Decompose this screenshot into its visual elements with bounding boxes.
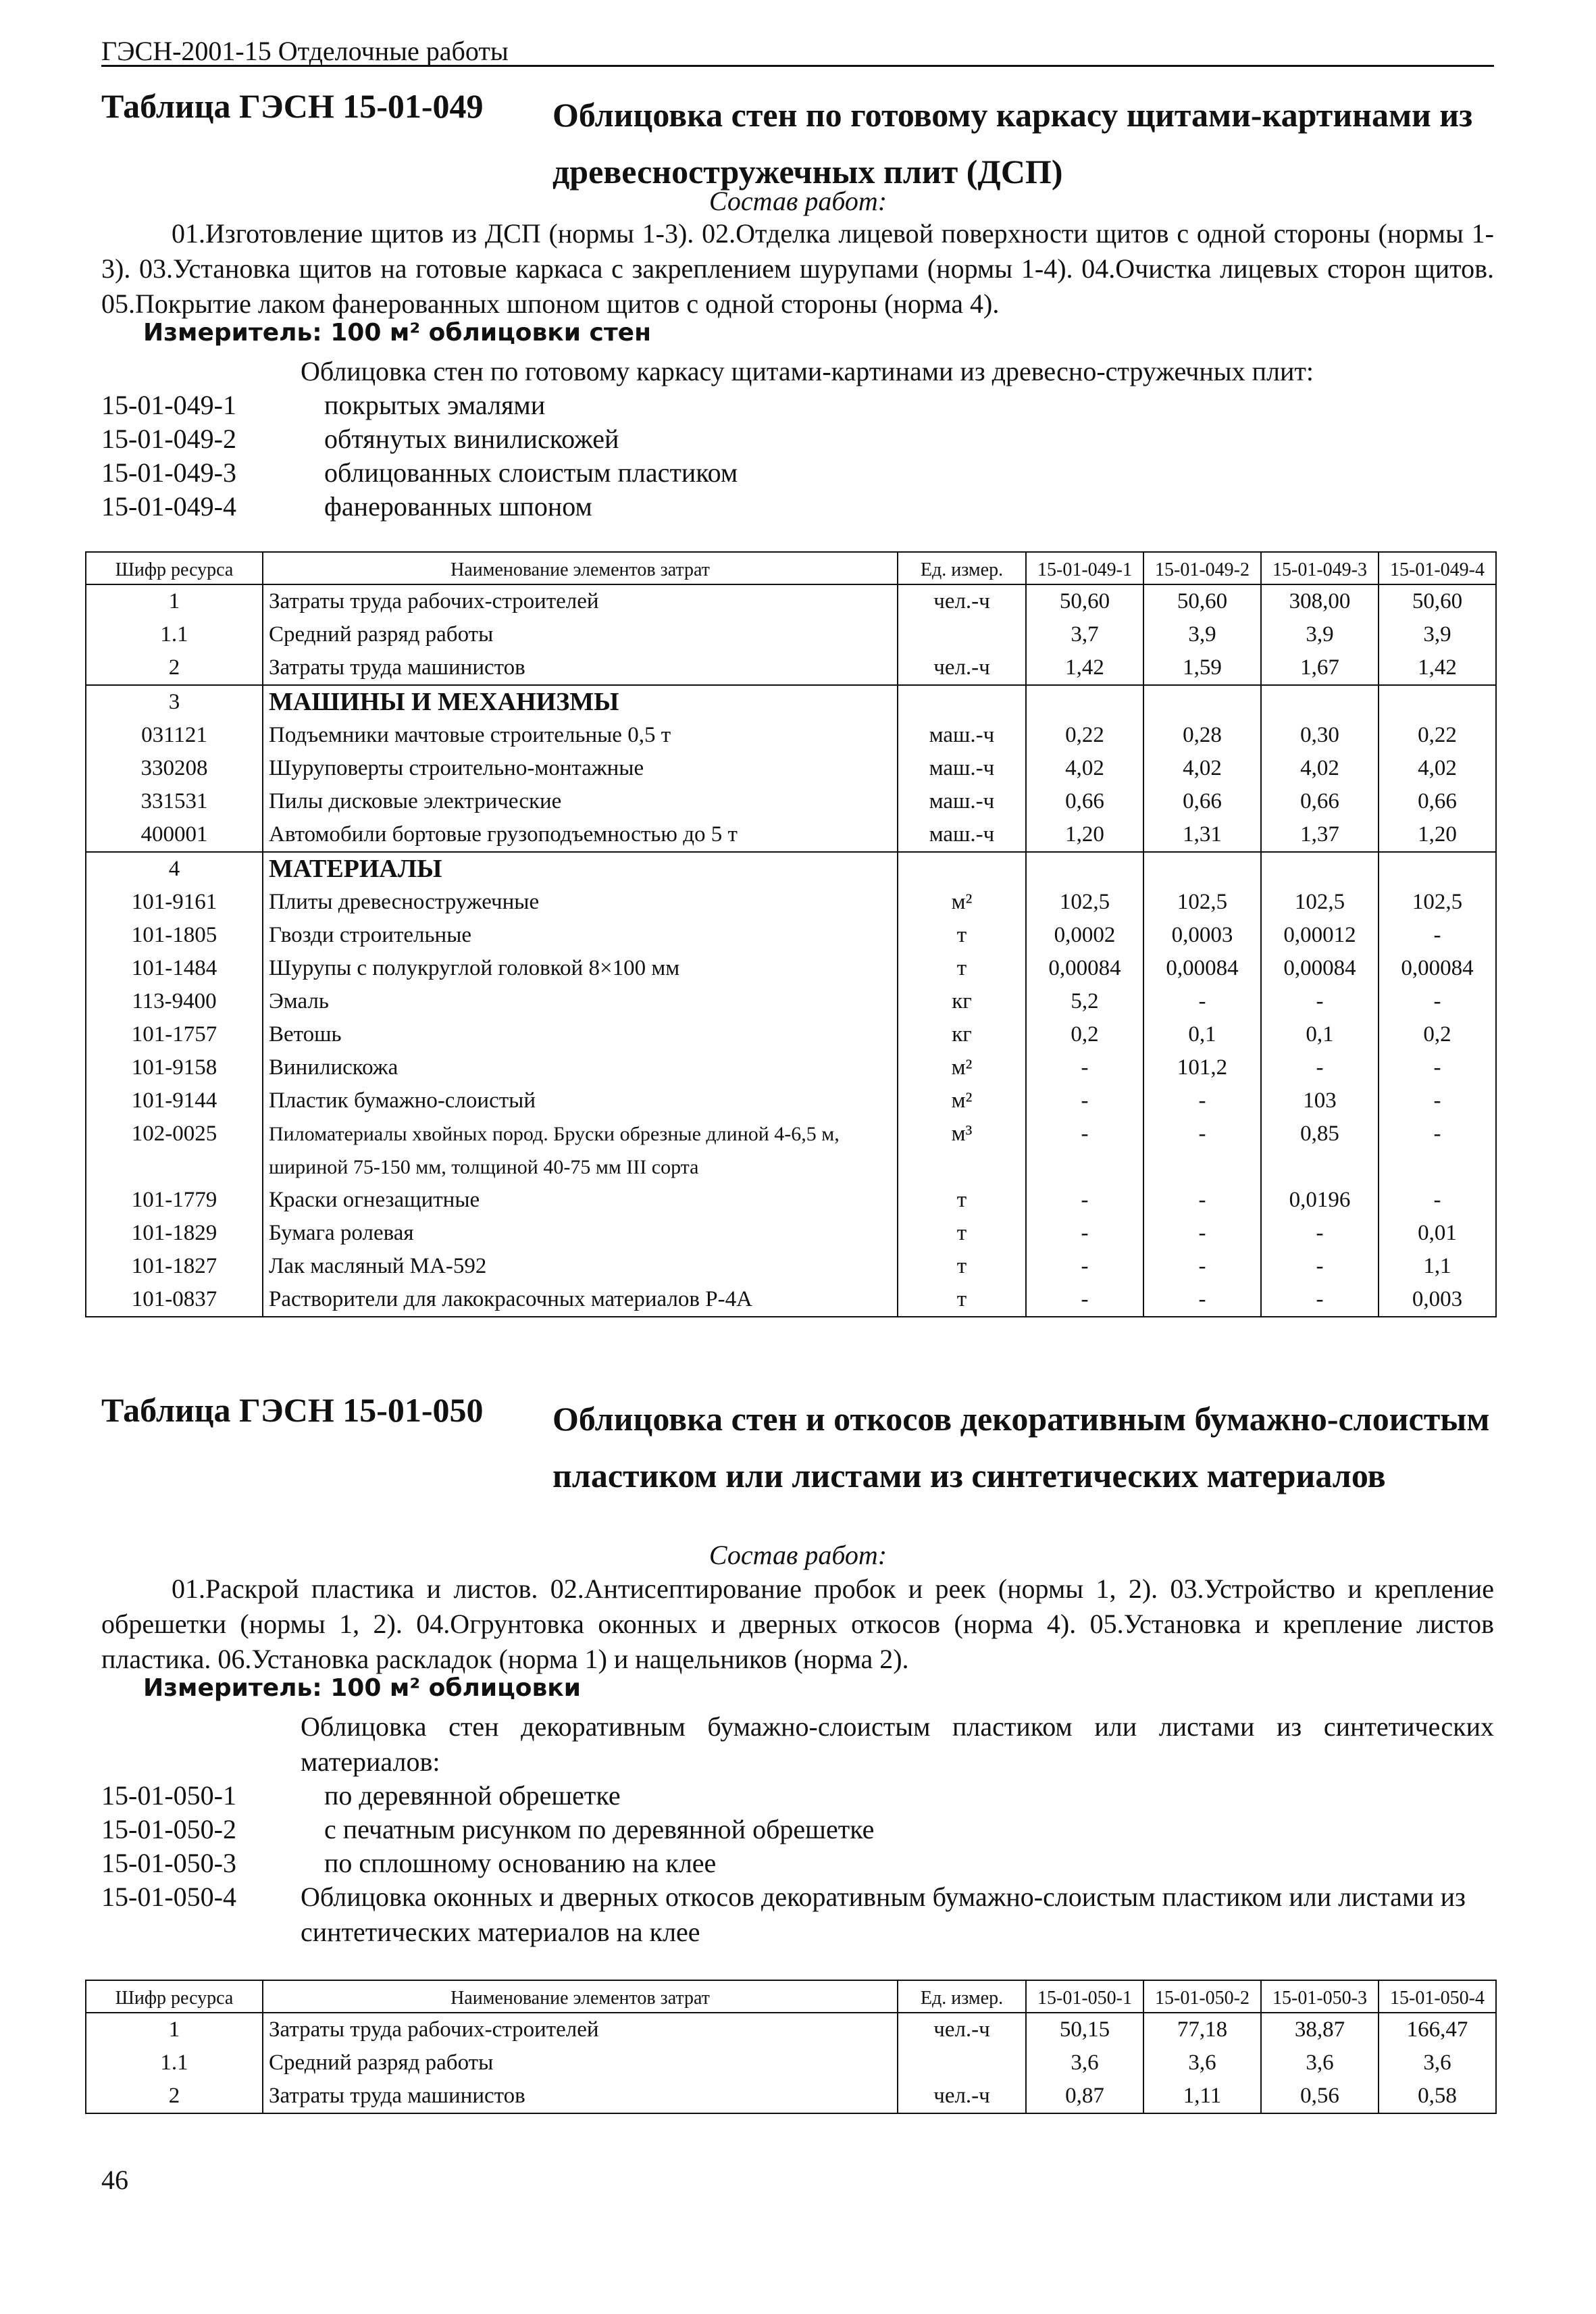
table-row [86,618,1496,651]
norm-value-cell [1379,852,1496,886]
norm-value-cell [1143,852,1261,886]
table-row [86,1051,1496,1084]
norm-value-cell: - [1379,919,1496,952]
resource-code-cell: 102-0025 [86,1117,263,1184]
norm-value-cell: 102,5 [1143,886,1261,919]
resource-code-cell: 331531 [86,785,263,818]
norm-value-cell: 0,01 [1379,1217,1496,1250]
table2-measure: Измеритель: 100 м² облицовки [143,1674,581,1702]
unit-cell: чел.-ч [898,2013,1026,2046]
resource-name-cell: Эмаль [263,985,898,1018]
resource-code-cell: 101-1779 [86,1184,263,1217]
table1-number: Таблица ГЭСН 15-01-049 [101,87,484,125]
table-row [86,2080,1496,2113]
unit-cell: маш.-ч [898,818,1026,852]
unit-cell: т [898,1283,1026,1317]
unit-cell: кг [898,1018,1026,1051]
norm-value-cell: 0,1 [1261,1018,1379,1051]
variant-name: с печатным рисунком по деревянной обрешетке [324,1814,875,1844]
norm-value-cell: 166,47 [1379,2013,1496,2046]
column-header-code: Шифр ресурса [86,1980,263,2013]
norm-value-cell: 3,9 [1143,618,1261,651]
norm-value-cell: 1,67 [1261,651,1379,685]
norm-value-cell: 3,7 [1026,618,1143,651]
table1-composition-label: Состав работ: [709,186,887,216]
norm-value-cell: 77,18 [1143,2013,1261,2046]
column-header-norm: 15-01-049-3 [1261,552,1379,584]
running-head: ГЭСН-2001-15 Отделочные работы [101,36,509,66]
norm-value-cell [1026,685,1143,719]
norm-value-cell: - [1379,1051,1496,1084]
table-row [86,952,1496,985]
table-row [86,1084,1496,1117]
unit-cell: маш.-ч [898,719,1026,752]
resource-name-cell: Подъемники мачтовые строительные 0,5 т [263,719,898,752]
norm-value-cell [1026,852,1143,886]
norm-value-cell: 4,02 [1143,752,1261,785]
table1-cost-table [85,551,1497,1317]
header-rule [101,65,1494,67]
resource-code-cell: 113-9400 [86,985,263,1018]
norm-value-cell: 1,20 [1026,818,1143,852]
variant-code: 15-01-049-2 [101,424,236,454]
norm-value-cell: 1,37 [1261,818,1379,852]
column-header-name: Наименование элементов затрат [263,552,898,584]
table2-body [86,2013,1496,2113]
table1-body [86,584,1496,1317]
norm-value-cell: - [1143,1283,1261,1317]
resource-code-cell: 1.1 [86,2046,263,2080]
norm-value-cell: - [1143,1217,1261,1250]
resource-code-cell: 400001 [86,818,263,852]
norm-value-cell: 3,6 [1261,2046,1379,2080]
resource-name-cell: Шуруповерты строительно-монтажные [263,752,898,785]
table-row [86,919,1496,952]
norm-value-cell: - [1026,1184,1143,1217]
table-row [86,985,1496,1018]
resource-code-cell: 1 [86,584,263,618]
resource-code-cell: 1.1 [86,618,263,651]
norm-value-cell: 38,87 [1261,2013,1379,2046]
table-row [86,1184,1496,1217]
variant-code: 15-01-050-2 [101,1814,236,1844]
unit-cell: м³ [898,1117,1026,1184]
norm-value-cell: 4,02 [1261,752,1379,785]
norm-value-cell: 0,56 [1261,2080,1379,2113]
variant-name: облицованных слоистым пластиком [324,457,738,488]
resource-code-cell: 2 [86,651,263,685]
resource-code-cell: 330208 [86,752,263,785]
table-row [86,1018,1496,1051]
norm-value-cell [1143,685,1261,719]
resource-code-cell: 031121 [86,719,263,752]
norm-value-cell: 0,00084 [1143,952,1261,985]
variant-code: 15-01-049-1 [101,390,236,420]
norm-value-cell: - [1026,1217,1143,1250]
norm-value-cell: - [1026,1051,1143,1084]
column-header-norm: 15-01-050-3 [1261,1980,1379,2013]
norm-value-cell: 0,0002 [1026,919,1143,952]
resource-code-cell: 101-1757 [86,1018,263,1051]
norm-value-cell: - [1143,985,1261,1018]
table1-works-text: 01.Изготовление щитов из ДСП (нормы 1-3). 02.Отделка лицевой поверхности щитов с одной стороны (нормы 1-3). 03.Установка щитов на готовые каркаса с закреплением шурупами (нормы 1-4). 04.Очистка лицевых сторон щитов. 05.Покрытие лаком фанерованных шпоном щитов с одной стороны (норма 4). [101,218,1494,319]
resource-code-cell: 1 [86,2013,263,2046]
norm-value-cell: 3,6 [1379,2046,1496,2080]
table-row [86,1283,1496,1317]
table-row [86,584,1496,618]
resource-code-cell: 101-1805 [86,919,263,952]
norm-value-cell: 308,00 [1261,584,1379,618]
column-header-norm: 15-01-049-4 [1379,552,1496,584]
table-row [86,2013,1496,2046]
resource-name-cell: Затраты труда рабочих-строителей [263,584,898,618]
variant-name: по деревянной обрешетке [324,1780,621,1811]
norm-value-cell: - [1261,1250,1379,1283]
resource-name-cell: Затраты труда машинистов [263,2080,898,2113]
norm-value-cell [1261,852,1379,886]
norm-value-cell: 0,0003 [1143,919,1261,952]
norm-value-cell: - [1379,1117,1496,1184]
table-row [86,785,1496,818]
norm-value-cell: 4,02 [1379,752,1496,785]
norm-value-cell: 0,2 [1026,1018,1143,1051]
norm-value-cell: 1,42 [1379,651,1496,685]
norm-value-cell: 0,28 [1143,719,1261,752]
table-row [86,685,1496,719]
table-row [86,2046,1496,2080]
norm-value-cell: - [1261,1217,1379,1250]
norm-value-cell: 103 [1261,1084,1379,1117]
resource-code-cell: 101-1827 [86,1250,263,1283]
norm-value-cell: - [1026,1250,1143,1283]
table-row [86,886,1496,919]
resource-name-cell: Средний разряд работы [263,2046,898,2080]
resource-code-cell: 101-0837 [86,1283,263,1317]
variant-name: по сплошному основанию на клее [324,1848,717,1878]
norm-value-cell: 4,02 [1026,752,1143,785]
resource-code-cell: 101-1829 [86,1217,263,1250]
unit-cell: т [898,952,1026,985]
column-header-unit: Ед. измер. [898,1980,1026,2013]
unit-cell: чел.-ч [898,2080,1026,2113]
norm-value-cell: 101,2 [1143,1051,1261,1084]
table-row [86,651,1496,685]
table-row [86,1250,1496,1283]
norm-value-cell: - [1026,1283,1143,1317]
norm-value-cell: 3,6 [1026,2046,1143,2080]
norm-value-cell [1379,685,1496,719]
norm-value-cell: - [1379,1084,1496,1117]
unit-cell: чел.-ч [898,651,1026,685]
norm-value-cell: 50,60 [1379,584,1496,618]
norm-value-cell: 0,1 [1143,1018,1261,1051]
table2-works-text: 01.Раскрой пластика и листов. 02.Антисептирование пробок и реек (нормы 1, 2). 03.Устройство и крепление обрешетки (нормы 1, 2). 04.Огрунтовка оконных и дверных откосов (норма 4). 05.Установка и крепление листов пластика. 06.Установка раскладок (норма 1) и нащельников (норма 2). [101,1574,1494,1674]
norm-value-cell: - [1143,1184,1261,1217]
norm-value-cell: 3,9 [1379,618,1496,651]
unit-cell [898,618,1026,651]
norm-value-cell: 3,6 [1143,2046,1261,2080]
norm-value-cell [1261,685,1379,719]
norm-value-cell: - [1379,985,1496,1018]
norm-value-cell: - [1026,1117,1143,1184]
resource-name-cell: Затраты труда рабочих-строителей [263,2013,898,2046]
norm-value-cell: 1,11 [1143,2080,1261,2113]
norm-value-cell: 0,22 [1026,719,1143,752]
resource-code-cell: 4 [86,852,263,886]
resource-name-cell: Ветошь [263,1018,898,1051]
column-header-norm: 15-01-050-1 [1026,1980,1143,2013]
variant-code: 15-01-050-4 [101,1882,236,1912]
norm-value-cell: 0,2 [1379,1018,1496,1051]
table-header-row [86,1980,1496,2013]
unit-cell [898,685,1026,719]
table-row [86,719,1496,752]
table1-variants-intro: Облицовка стен по готовому каркасу щитами-картинами из древесно-стружечных плит: [301,356,1314,386]
column-header-norm: 15-01-049-1 [1026,552,1143,584]
norm-value-cell: - [1261,1283,1379,1317]
resource-name-cell: Бумага ролевая [263,1217,898,1250]
variant-name: Облицовка оконных и дверных откосов декоративным бумажно-слоистым пластиком или листами из синтетических материалов на клее [301,1882,1466,1947]
resource-code-cell: 101-1484 [86,952,263,985]
norm-value-cell: 0,0196 [1261,1184,1379,1217]
table1-measure: Измеритель: 100 м² облицовки стен [143,319,651,347]
norm-value-cell: 102,5 [1261,886,1379,919]
norm-value-cell: 0,22 [1379,719,1496,752]
section-heading-cell: МАШИНЫ И МЕХАНИЗМЫ [263,685,898,719]
norm-value-cell: 50,15 [1026,2013,1143,2046]
norm-value-cell: 1,59 [1143,651,1261,685]
column-header-norm: 15-01-050-4 [1379,1980,1496,2013]
resource-name-cell: Пиломатериалы хвойных пород. Бруски обрезные длиной 4-6,5 м, шириной 75-150 мм, толщиной 40-75 мм III сорта [263,1117,898,1184]
norm-value-cell: 0,85 [1261,1117,1379,1184]
norm-value-cell: - [1143,1250,1261,1283]
resource-code-cell: 101-9158 [86,1051,263,1084]
table-row [86,1117,1496,1184]
norm-value-cell: - [1261,1051,1379,1084]
column-header-name: Наименование элементов затрат [263,1980,898,2013]
table1-title: Облицовка стен по готовому каркасу щитами-картинами из древесностружечных плит (ДСП) [552,96,1473,191]
resource-name-cell: Гвозди строительные [263,919,898,952]
norm-value-cell: - [1261,985,1379,1018]
unit-cell: т [898,1250,1026,1283]
norm-value-cell: 0,00084 [1379,952,1496,985]
table2-title: Облицовка стен и откосов декоративным бумажно-слоистым пластиком или листами из синтетических материалов [552,1400,1490,1494]
table2-composition-label: Состав работ: [709,1540,887,1570]
unit-cell: т [898,1184,1026,1217]
resource-name-cell: Растворители для лакокрасочных материалов Р-4А [263,1283,898,1317]
variant-name: обтянутых винилискожей [324,424,619,454]
norm-value-cell: - [1143,1117,1261,1184]
norm-value-cell: 0,66 [1026,785,1143,818]
norm-value-cell: 0,00012 [1261,919,1379,952]
resource-code-cell: 101-9144 [86,1084,263,1117]
unit-cell: м² [898,886,1026,919]
table-header-row [86,552,1496,584]
norm-value-cell: - [1026,1084,1143,1117]
variant-code: 15-01-050-1 [101,1780,236,1811]
resource-name-cell: Затраты труда машинистов [263,651,898,685]
variant-code: 15-01-049-4 [101,491,236,522]
column-header-code: Шифр ресурса [86,552,263,584]
norm-value-cell: 1,20 [1379,818,1496,852]
section-heading-cell: МАТЕРИАЛЫ [263,852,898,886]
variant-name: покрытых эмалями [324,390,546,420]
resource-name-cell: Средний разряд работы [263,618,898,651]
unit-cell: маш.-ч [898,752,1026,785]
resource-name-cell: Винилискожа [263,1051,898,1084]
resource-code-cell: 3 [86,685,263,719]
resource-name-cell: Краски огнезащитные [263,1184,898,1217]
unit-cell: кг [898,985,1026,1018]
resource-code-cell: 101-9161 [86,886,263,919]
norm-value-cell: 0,66 [1143,785,1261,818]
norm-value-cell: 50,60 [1143,584,1261,618]
unit-cell: т [898,919,1026,952]
norm-value-cell: 102,5 [1026,886,1143,919]
resource-name-cell: Пилы дисковые электрические [263,785,898,818]
unit-cell [898,2046,1026,2080]
norm-value-cell: 102,5 [1379,886,1496,919]
table-row [86,852,1496,886]
norm-value-cell: 0,30 [1261,719,1379,752]
norm-value-cell: 0,58 [1379,2080,1496,2113]
resource-name-cell: Лак масляный МА-592 [263,1250,898,1283]
resource-code-cell: 2 [86,2080,263,2113]
resource-name-cell: Пластик бумажно-слоистый [263,1084,898,1117]
norm-value-cell: 0,66 [1261,785,1379,818]
norm-value-cell: 1,42 [1026,651,1143,685]
table-row [86,818,1496,852]
norm-value-cell: 3,9 [1261,618,1379,651]
resource-name-cell: Шурупы с полукруглой головкой 8×100 мм [263,952,898,985]
norm-value-cell: 1,31 [1143,818,1261,852]
table2-number: Таблица ГЭСН 15-01-050 [101,1391,484,1429]
column-header-norm: 15-01-050-2 [1143,1980,1261,2013]
table-row [86,1217,1496,1250]
unit-cell: м² [898,1051,1026,1084]
column-header-norm: 15-01-049-2 [1143,552,1261,584]
unit-cell: м² [898,1084,1026,1117]
resource-name-cell: Автомобили бортовые грузоподъемностью до 5 т [263,818,898,852]
table-row [86,752,1496,785]
norm-value-cell: 0,87 [1026,2080,1143,2113]
norm-value-cell: 0,00084 [1026,952,1143,985]
norm-value-cell: 1,1 [1379,1250,1496,1283]
norm-value-cell: - [1379,1184,1496,1217]
norm-value-cell: 5,2 [1026,985,1143,1018]
unit-cell [898,852,1026,886]
variant-name: фанерованных шпоном [324,491,592,522]
variant-code: 15-01-049-3 [101,457,236,488]
variant-code: 15-01-050-3 [101,1848,236,1878]
unit-cell: т [898,1217,1026,1250]
table2-variants-intro: Облицовка стен декоративным бумажно-слоистым пластиком или листами из синтетических материалов: [301,1711,1494,1777]
page-number: 46 [101,2165,128,2195]
norm-value-cell: - [1143,1084,1261,1117]
norm-value-cell: 0,66 [1379,785,1496,818]
norm-value-cell: 50,60 [1026,584,1143,618]
table2-cost-table [85,1980,1497,2114]
norm-value-cell: 0,00084 [1261,952,1379,985]
norm-value-cell: 0,003 [1379,1283,1496,1317]
column-header-unit: Ед. измер. [898,552,1026,584]
unit-cell: маш.-ч [898,785,1026,818]
unit-cell: чел.-ч [898,584,1026,618]
resource-name-cell: Плиты древесностружечные [263,886,898,919]
